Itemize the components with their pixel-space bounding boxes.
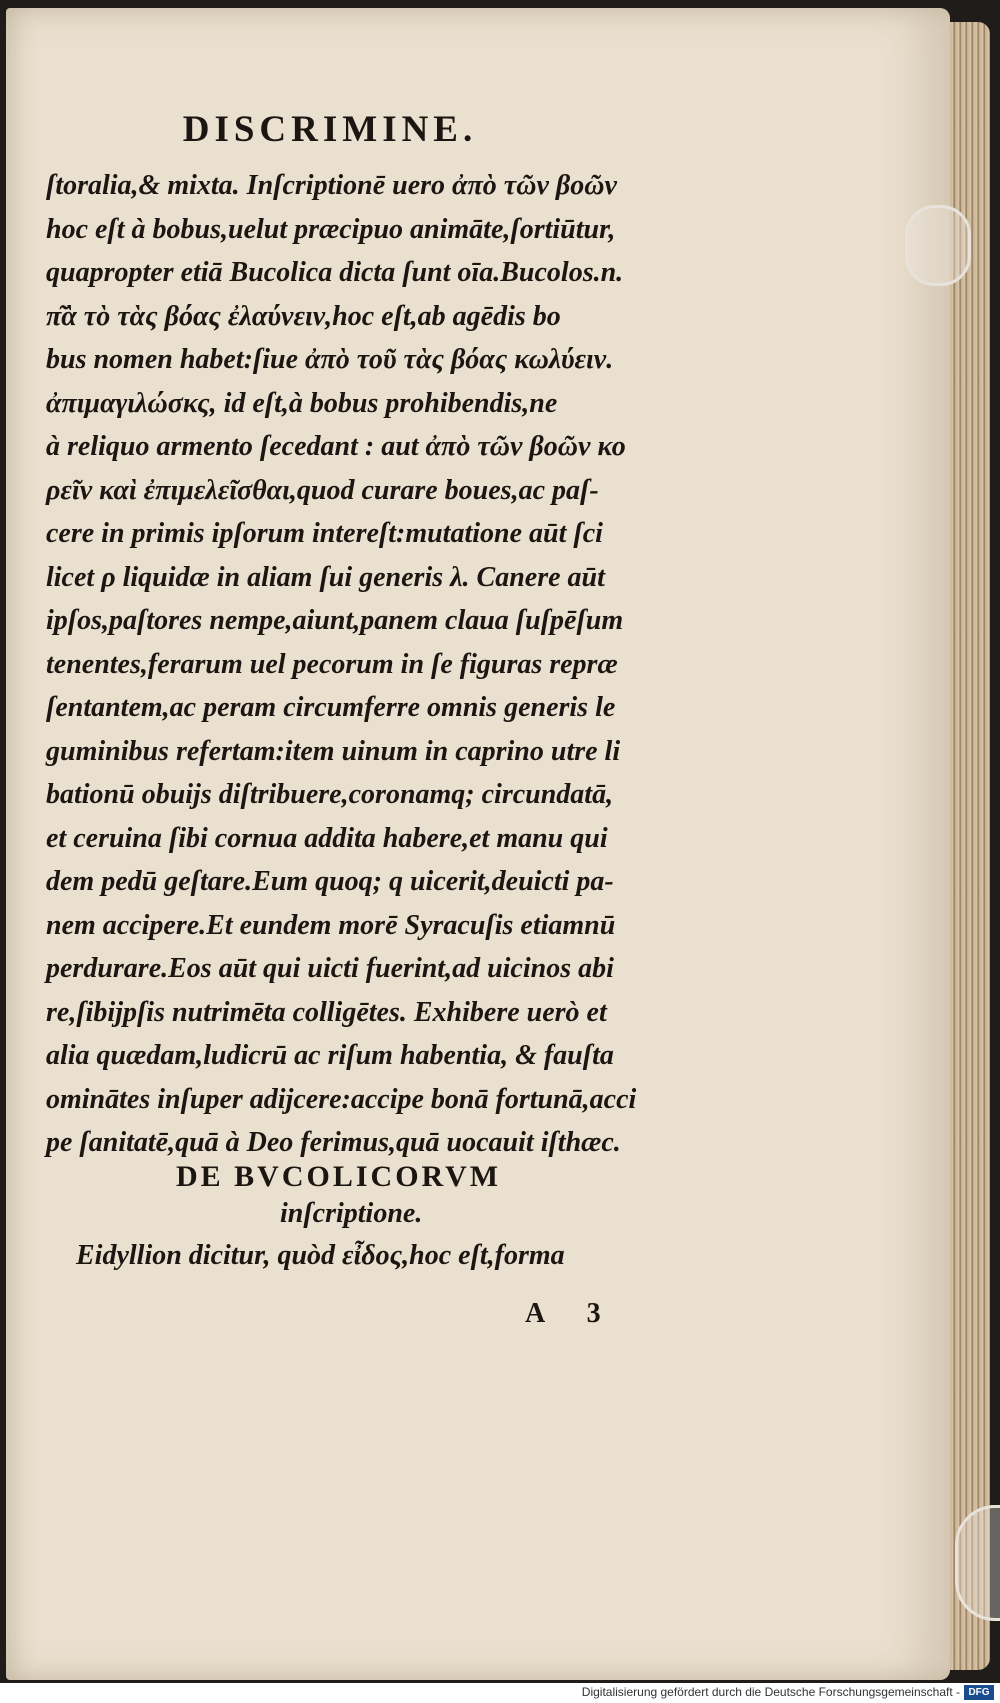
body-text bbox=[46, 164, 706, 1165]
body-line: bationū obuijs diſtribuere,coronamq; circundatā, bbox=[46, 779, 614, 810]
body-line: guminibus refertam:item uinum in caprino utre li bbox=[46, 735, 621, 767]
body-line: pe ſanitatē,quā à Deo ferimus,quā uocauit iſthæc. bbox=[46, 1127, 621, 1158]
body-line: re,ſibijpſis nutrimēta colligētes. Exhibere uerò et bbox=[46, 996, 607, 1028]
body-line-last: Eidyllion dicitur, quòd εἶδος,hoc eſt,forma bbox=[76, 1240, 565, 1271]
body-line: ipſos,paſtores nempe,aiunt,panem claua ſuſpēſum bbox=[46, 605, 624, 636]
body-line: et ceruina ſibi cornua addita habere,et manu qui bbox=[46, 822, 608, 854]
body-line: cere in primis ipſorum intereſt:mutatione aūt ſci bbox=[46, 518, 603, 549]
body-line: ſentantem,ac peram circumferre omnis generis le bbox=[46, 692, 616, 723]
body-line: bus nomen habet:ſiue ἀπὸ τοῦ τὰς βόας κωλύειν. bbox=[46, 344, 614, 375]
section-title: DE BVCOLICORVM bbox=[176, 1160, 502, 1193]
body-line: licet ρ liquidæ in aliam ſui generis λ. Canere aūt bbox=[46, 561, 605, 593]
footer-credit: Digitalisierung gefördert durch die Deutsche Forschungsgemeinschaft - bbox=[581, 1685, 960, 1699]
body-line: ſtoralia,& mixta. Inſcriptionē uero ἀπὸ τῶν βοῶν bbox=[46, 170, 617, 201]
dfg-logo: DFG bbox=[964, 1685, 994, 1700]
signature-mark: A 3 bbox=[525, 1298, 619, 1329]
body-line: à reliquo armento ſecedant : aut ἀπὸ τῶν βοῶν κο bbox=[46, 431, 626, 462]
running-head: DISCRIMINE. bbox=[182, 109, 478, 150]
body-line: tenentes,ferarum uel pecorum in ſe figuras repræ bbox=[46, 648, 618, 680]
body-line: ominātes inſuper adijcere:accipe bonā fortunā,acci bbox=[46, 1083, 637, 1115]
body-line: perdurare.Eos aūt qui uicti fuerint,ad uicinos abi bbox=[46, 953, 614, 984]
body-line: hoc eſt à bobus,uelut præcipuo animāte,ſortiūtur, bbox=[46, 213, 616, 245]
body-line: ρεῖν καὶ ἐπιμελεῖσθαι,quod curare boues,ac paſ- bbox=[46, 474, 599, 506]
body-line: π͂ὰ τὸ τὰς βόας ἐλαύνειν,hoc eſt,ab agēdis bo bbox=[46, 300, 561, 332]
body-line: alia quædam,ludicrū ac riſum habentia, & fauſta bbox=[46, 1040, 614, 1071]
body-line: nem accipere.Et eundem morē Syracuſis etiamnū bbox=[46, 909, 616, 941]
body-line: dem pedū geſtare.Eum quoq; q uicerit,deuicti pa- bbox=[46, 866, 614, 897]
page-tab-top bbox=[905, 205, 971, 286]
section-subtitle: inſcriptione. bbox=[280, 1198, 423, 1229]
body-line: quapropter etiā Bucolica dicta ſunt oīa.Bucolos.n. bbox=[46, 257, 624, 288]
page-tab-bottom bbox=[955, 1505, 1000, 1621]
body-line: ἀπιμαγιλώσκς, id eſt,à bobus prohibendis,ne bbox=[46, 387, 558, 419]
